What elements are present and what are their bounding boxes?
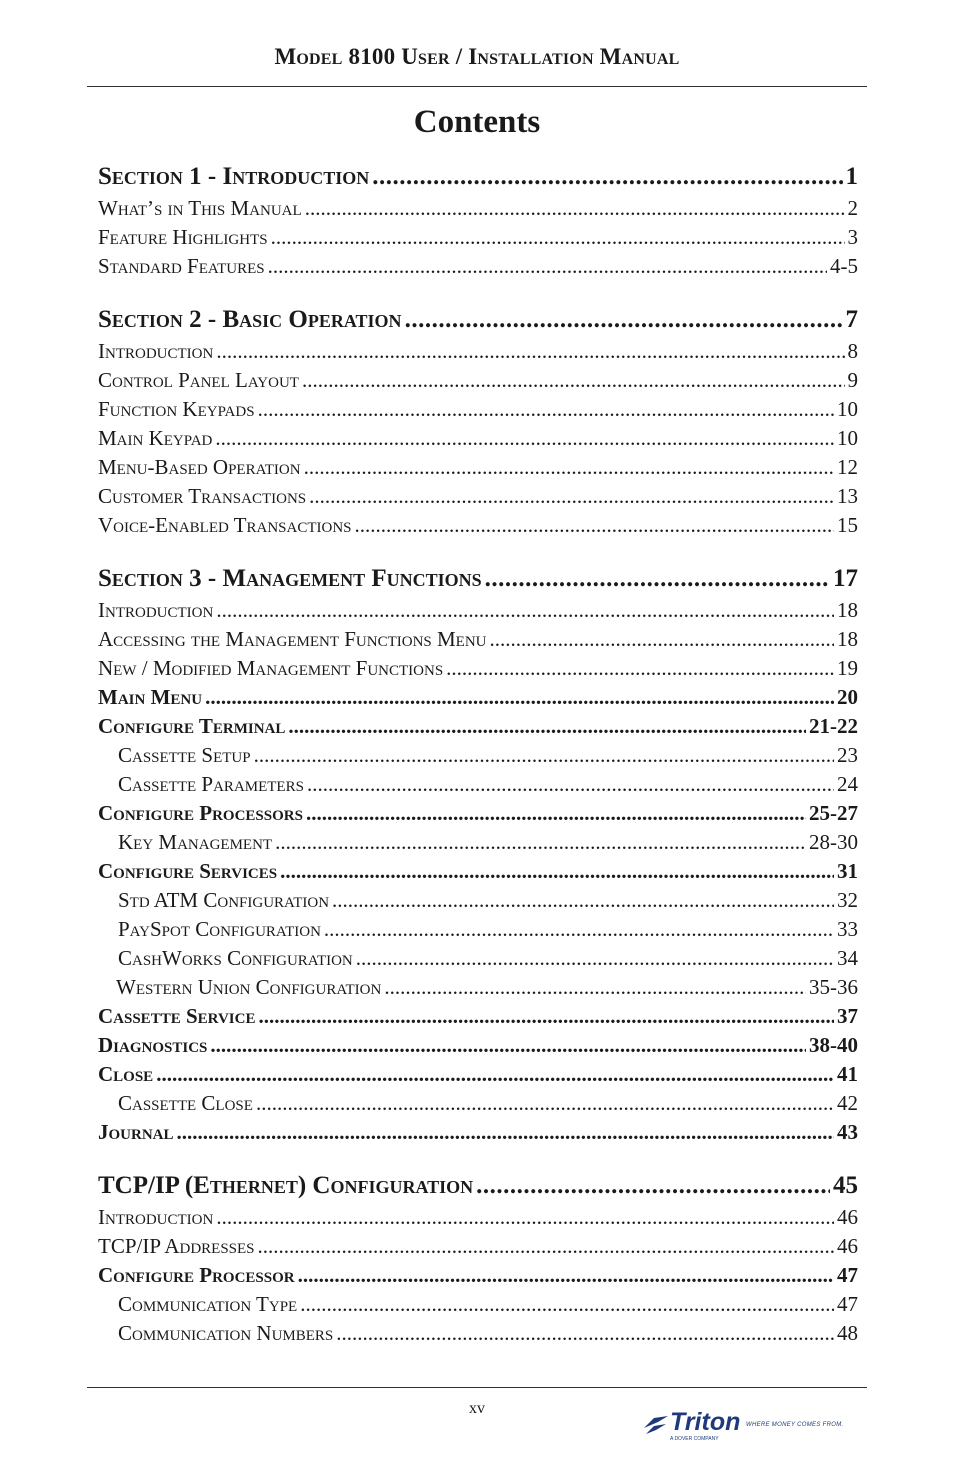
toc-entry-page: 43 (837, 1120, 858, 1144)
dot-leader (305, 194, 845, 223)
toc-entry[interactable] (98, 654, 858, 683)
toc-entry-label: Western Union Configuration (116, 975, 382, 999)
toc-entry[interactable] (98, 1203, 858, 1232)
toc-entry-page: 23 (837, 743, 858, 767)
toc-section-heading[interactable] (98, 303, 858, 337)
dot-leader (215, 424, 834, 453)
toc-entry-page: 38-40 (809, 1033, 858, 1057)
toc-entry-label: Control Panel Layout (98, 368, 299, 392)
logo-subtext: A DOVER COMPANY (670, 1436, 719, 1442)
toc-entry-label: Standard Features (98, 254, 265, 278)
toc-entry-label: Communication Type (118, 1292, 298, 1316)
toc-entry[interactable] (98, 511, 858, 540)
toc-entry[interactable] (98, 194, 858, 223)
dot-leader (485, 562, 830, 596)
dot-leader (324, 915, 834, 944)
page-number: xv (469, 1400, 485, 1417)
toc-entry[interactable] (98, 973, 858, 1002)
toc-entry-page: 48 (837, 1321, 858, 1345)
toc-entry[interactable] (98, 712, 858, 741)
toc-entry-page: 46 (837, 1234, 858, 1258)
running-header: Model 8100 User / Installation Manual (274, 44, 680, 69)
toc-section-title: Section 2 - Basic Operation (98, 306, 402, 333)
toc-entry[interactable] (98, 683, 858, 712)
toc-section-title: TCP/IP (Ethernet) Configuration (98, 1172, 474, 1199)
dot-leader (300, 1290, 834, 1319)
toc-entry-label: Function Keypads (98, 397, 255, 421)
toc-entry[interactable] (98, 596, 858, 625)
dot-leader (298, 1261, 834, 1290)
toc-entry-page: 47 (837, 1292, 858, 1316)
toc-entry-page: 25-27 (809, 801, 858, 825)
dot-leader (332, 886, 834, 915)
toc-section-page: 7 (845, 306, 858, 333)
toc-entry[interactable] (98, 1031, 858, 1060)
dot-leader (356, 944, 834, 973)
toc-entry[interactable] (98, 366, 858, 395)
triton-swoosh-icon (642, 1412, 670, 1436)
toc-entry[interactable] (98, 1261, 858, 1290)
dot-leader (309, 482, 834, 511)
logo-name: Triton (670, 1408, 741, 1436)
dot-leader (258, 1002, 834, 1031)
toc-entry-page: 33 (837, 917, 858, 941)
toc-entry[interactable] (98, 857, 858, 886)
toc-entry-label: Diagnostics (98, 1033, 208, 1057)
toc-entry[interactable] (98, 828, 858, 857)
toc-entry-page: 42 (837, 1091, 858, 1115)
logo-tagline: WHERE MONEY COMES FROM. (746, 1422, 844, 1428)
toc-entry-page: 32 (837, 888, 858, 912)
dot-leader (258, 1232, 834, 1261)
dot-leader (156, 1060, 834, 1089)
dot-leader (446, 654, 834, 683)
toc-entry-label: New / Modified Management Functions (98, 656, 444, 680)
toc-entry-label: Introduction (98, 1205, 214, 1229)
table-of-contents (98, 160, 858, 1348)
toc-entry-label: Key Management (118, 830, 273, 854)
toc-entry[interactable] (98, 252, 858, 281)
toc-entry[interactable] (98, 915, 858, 944)
toc-entry-page: 46 (837, 1205, 858, 1229)
toc-entry-page: 24 (837, 772, 858, 796)
toc-entry[interactable] (98, 1319, 858, 1348)
toc-entry-page: 2 (847, 196, 858, 220)
dot-leader (405, 303, 843, 337)
dot-leader (254, 741, 834, 770)
toc-entry[interactable] (98, 395, 858, 424)
toc-entry-label: Accessing the Management Functions Menu (98, 627, 487, 651)
dot-leader (275, 828, 806, 857)
toc-entry-label: Close (98, 1062, 154, 1086)
toc-section-page: 1 (845, 163, 858, 190)
toc-entry-page: 3 (847, 225, 858, 249)
toc-entry-page: 4-5 (830, 254, 858, 278)
dot-leader (258, 395, 834, 424)
toc-entry[interactable] (98, 1002, 858, 1031)
toc-entry[interactable] (98, 482, 858, 511)
toc-entry-label: What’s in This Manual (98, 196, 302, 220)
header-rule (87, 86, 867, 87)
toc-entry[interactable] (98, 1089, 858, 1118)
toc-entry[interactable] (98, 223, 858, 252)
dot-leader (304, 453, 834, 482)
toc-section-page: 45 (833, 1172, 858, 1199)
dot-leader (256, 1089, 834, 1118)
dot-leader (384, 973, 806, 1002)
toc-entry-page: 37 (837, 1004, 858, 1028)
page-title: Contents (413, 104, 541, 140)
toc-entry[interactable] (98, 453, 858, 482)
dot-leader (476, 1169, 830, 1203)
dot-leader (355, 511, 834, 540)
toc-entry-label: Std ATM Configuration (118, 888, 330, 912)
toc-entry-page: 35-36 (809, 975, 858, 999)
toc-section-title: Section 3 - Management Functions (98, 565, 482, 592)
toc-entry-label: Cassette Parameters (118, 772, 304, 796)
toc-entry-label: Cassette Close (118, 1091, 253, 1115)
dot-leader (177, 1118, 834, 1147)
toc-entry[interactable] (98, 1232, 858, 1261)
dot-leader (268, 252, 827, 281)
toc-entry-page: 28-30 (809, 830, 858, 854)
toc-entry[interactable] (98, 944, 858, 973)
toc-entry[interactable] (98, 1290, 858, 1319)
toc-entry-page: 13 (837, 484, 858, 508)
dot-leader (372, 160, 842, 194)
toc-entry-label: Journal (98, 1120, 174, 1144)
toc-entry-page: 15 (837, 513, 858, 537)
toc-entry-label: Main Menu (98, 685, 203, 709)
toc-entry-page: 8 (847, 339, 858, 363)
triton-logo (640, 1408, 860, 1448)
toc-entry-label: Cassette Setup (118, 743, 251, 767)
dot-leader (216, 337, 844, 366)
toc-entry[interactable] (98, 886, 858, 915)
toc-section-heading[interactable] (98, 160, 858, 194)
dot-leader (205, 683, 834, 712)
dot-leader (336, 1319, 834, 1348)
toc-entry-label: Introduction (98, 598, 214, 622)
toc-entry-label: Feature Highlights (98, 225, 268, 249)
toc-section-heading[interactable] (98, 562, 858, 596)
toc-entry-label: Main Keypad (98, 426, 213, 450)
dot-leader (216, 596, 834, 625)
dot-leader (271, 223, 845, 252)
toc-entry-page: 31 (837, 859, 858, 883)
toc-entry[interactable] (98, 741, 858, 770)
toc-entry-label: Configure Processor (98, 1263, 295, 1287)
toc-entry-page: 41 (837, 1062, 858, 1086)
toc-entry-page: 20 (837, 685, 858, 709)
toc-entry-label: Configure Services (98, 859, 278, 883)
dot-leader (490, 625, 834, 654)
toc-entry-label: Voice-Enabled Transactions (98, 513, 352, 537)
toc-entry-page: 10 (837, 397, 858, 421)
toc-entry[interactable] (98, 799, 858, 828)
dot-leader (280, 857, 834, 886)
dot-leader (302, 366, 845, 395)
toc-entry-label: Cassette Service (98, 1004, 256, 1028)
toc-entry-label: TCP/IP Addresses (98, 1234, 255, 1258)
toc-section-title: Section 1 - Introduction (98, 163, 370, 190)
toc-entry-label: Menu-Based Operation (98, 455, 301, 479)
toc-entry[interactable] (98, 625, 858, 654)
toc-entry-label: PaySpot Configuration (118, 917, 321, 941)
toc-entry-page: 10 (837, 426, 858, 450)
footer-rule (87, 1387, 867, 1388)
dot-leader (288, 712, 806, 741)
toc-entry[interactable] (98, 770, 858, 799)
dot-leader (216, 1203, 834, 1232)
toc-entry-page: 18 (837, 598, 858, 622)
toc-entry[interactable] (98, 337, 858, 366)
dot-leader (307, 770, 834, 799)
toc-section-page: 17 (833, 565, 858, 592)
toc-entry-label: CashWorks Configuration (118, 946, 353, 970)
dot-leader (306, 799, 806, 828)
toc-entry-page: 18 (837, 627, 858, 651)
toc-entry-label: Configure Terminal (98, 714, 286, 738)
toc-entry-label: Customer Transactions (98, 484, 307, 508)
toc-entry-page: 12 (837, 455, 858, 479)
toc-entry[interactable] (98, 1060, 858, 1089)
toc-entry-page: 9 (847, 368, 858, 392)
toc-entry-page: 21-22 (809, 714, 858, 738)
toc-section-heading[interactable] (98, 1169, 858, 1203)
toc-entry-page: 19 (837, 656, 858, 680)
toc-entry-label: Configure Processors (98, 801, 303, 825)
dot-leader (210, 1031, 806, 1060)
toc-entry-page: 47 (837, 1263, 858, 1287)
toc-entry-label: Introduction (98, 339, 214, 363)
toc-entry[interactable] (98, 424, 858, 453)
toc-entry-label: Communication Numbers (118, 1321, 334, 1345)
toc-entry[interactable] (98, 1118, 858, 1147)
toc-entry-page: 34 (837, 946, 858, 970)
